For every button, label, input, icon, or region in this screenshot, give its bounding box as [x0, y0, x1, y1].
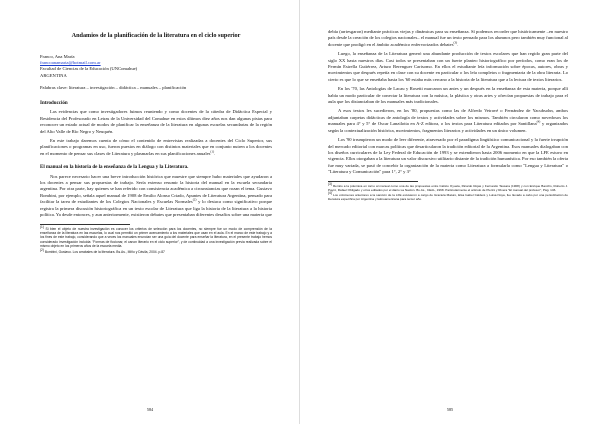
footnote-ref-1[interactable]: (1) [210, 149, 215, 154]
footnote-ref-3[interactable]: (3) [453, 40, 458, 45]
section-heading-manual: El manual en la historia de la enseñanza de la Lengua y la Literatura. [40, 165, 189, 171]
page-number-right: 585 [446, 407, 454, 412]
footnote-1-text: Si bien el objeto de nuestra investigación es conocer los criterios de selección para los docentes, no siempre fue un modo de comprensión de la enseñanza de la literatura en las escuelas, lo cual nos permitió un primer acercamiento a los materiales que usan en el aula. En el marco de este trabajo y a los fines de este trabajo, considerando que a veces los manuales enuncian ser una guía del docente para enseñar la literatura, en el presente trabajo hemos considerado investigación incluida: "Formas de ficcionar, el canon literario en el ciclo superior", y de continuidad a una investigación previa realizada sobre el mismo objeto en los primeros años de la escuela media. [40, 226, 273, 249]
footnote-ref-2[interactable]: (2) [192, 197, 197, 202]
author-name: Franco, Ana María [40, 54, 75, 59]
keywords: Palabras clave: literatura – investigación – didáctica – manuales – planificación [40, 84, 187, 90]
author-email-link[interactable]: francoanamaria@hotmail.com.ar [40, 60, 101, 66]
footnote-3-text: Remito a la polémica en torno al manual como una de las propuestas entre Calixto Oyuela, Ricardo Rojas y Fernando Tassara (1908) y con Enrique Banchs, Roberto J. Payró, Rafael Obligado y otros editados por el diario La Nación. Bs.As., CEAL, 1968. Particularmente el artículo de Pierini y Rivera "El manual del profesor", Pág. 146. [328, 183, 568, 192]
page-number-left: 584 [146, 407, 154, 412]
right-paragraph-4-text: A esos textos les sucedieron, en los '80, propuestas como las de Alfredo Veiravé o Fernández de Yacubsohn, ambos adjuntaban carpetas didácticas de antología de textos y actividades sobre los mismos. También circularon como novedosos los manuales para 4° y 5° de Oscar Lanzilotta en A-Z editora, o los textos para Literatura editados por Santillana [328, 108, 568, 127]
section-paragraph-1-end: y lo destaca como significativo porque registra la primera discusión historiográfica en un texto escolar de Literatura que liga la historia de la literatura a la historia política. Ya desde entonces, y aun anteriormente, existieron debates que presentaban diferentes desafíos sobre una materia que [40, 199, 272, 218]
footnote-4-marker: (4) [328, 190, 332, 195]
right-paragraph-4 [328, 108, 568, 134]
right-paragraph-1-text: debía (arriesgaron) mediante prácticas viejas y dinámicas para su enseñanza. Sí podemos recorder que históricamente –en nuestro país desde la creación de los colegios nacionales– el manual fue un texto pensado para los alumnos pero también muy funcional al docente que prodigó en el ámbito académico enfervorizados debates [328, 29, 568, 47]
footnote-4 [328, 190, 568, 202]
footnote-3-marker: (3) [328, 181, 332, 186]
footnote-3 [328, 181, 568, 192]
right-paragraph-1: debía (arriesgaron) mediante prácticas viejas y dinámicas para su enseñanza. Sí podemos recorder que históricamente –en nuestro país desde la creación de los colegios nacionales– el manual fue un texto pensado para los alumnos pero también muy funcional al docente que prodigó en el ámbito académico enfervorizados debates$^{(3)}$. [328, 29, 568, 47]
author-affiliation: Facultad de Ciencias de la Educación (UNComahue) [40, 66, 138, 72]
footnote-2 [40, 247, 272, 255]
intro-heading: Introducción [40, 101, 68, 107]
intro-paragraph-2-text: En este trabajo daremos cuenta de cómo el contenido de entrevistas realizadas a docentes del Ciclo Superior, sus planificaciones o programas en uso, fueron puestos en diálogo con distintos materiales que en conjunto nutren a los docentes en el momento de pensar sus clases de Literatura y plasmarlas en sus planificaciones anuales [40, 138, 272, 156]
right-paragraph-4-end: y organizados según la contextualización histórica, movimientos, fragmentos literarios y actividades en un único volumen. [328, 121, 568, 133]
right-page [300, 0, 600, 424]
right-paragraph-2: Luego, la enseñanza de la Literatura generó una abundante producción de textos escolares que han regido gran parte del siglo XX hasta nuestros días. Casi todos se presentaban con un fuerte planteo historiográfico por períodos, como eran los de Fermín Estrella Gutiérrez, Arturo Berenguer Carisomo. En ellos el estudiante leía información sobre épocas, autores, obras y movimientos que después repetía en clase con su docente en particular o los leía completos o fragmentaria de la obra literaria. Lo cierto es que lo que se enseñaba hasta los '60 estaba más cercano a la historia de la literatura que a la lectura de textos literarios. [328, 51, 568, 82]
footnote-rule [40, 224, 130, 225]
footnote-ref-4[interactable]: (4) [536, 119, 541, 124]
section-paragraph-1-text: Nos parece necesario hacer una breve introducción histórica que muestre que siempre hubo materiales que ayudaron a los docentes a pensar sus propuestas de trabajo. Sería extenso resumir la historia del manual en la escuela secundaria argentina. Por otra parte, hay quienes se han referido con consistencia académica a circunstancias que rozan el tema. Gustavo Bombini, por ejemplo, señala aquel manual de 1908 de Emilio Alonso Criado, Apuntes de Literatura Argentina, pensado para facilitar la tarea de estudiantes de los Colegios Nacionales y Escuelas Normales [40, 173, 272, 205]
intro-paragraph-2: En este trabajo daremos cuenta de cómo el contenido de entrevistas realizadas a docentes del Ciclo Superior, sus planificaciones o programas en uso, fueron puestos en diálogo con distintos materiales que en conjunto nutren a los docentes en el momento de pensar sus clases de Literatura y plasmarlas en sus planificaciones anuales$^{(1)}$. [40, 138, 272, 156]
left-page-column [40, 32, 272, 255]
right-page-column [328, 29, 568, 202]
footnote-1-marker: (1) [40, 224, 44, 229]
footnote-2-marker: (2) [40, 247, 44, 252]
author-country: ARGENTINA [40, 72, 67, 78]
footnote-rule-right [328, 181, 418, 182]
footnote-4-text: Los volúmenes anteriores a la sanción de la LFE estuvieron a cargo de Graciela Maturo, Elsa Isabel Calderé y Luisa Noya, fue llevado a cabo por una periodización de literatura específica por Argentina y latinoamericana para tercer año. [328, 193, 568, 202]
footnote-1 [40, 224, 273, 249]
right-paragraph-3: En los '70, las Antologías de Lacau y Rosetti marcaron un antes y un después en la enseñanza de esta materia, porque allí había un modo particular de conectar la literatura con la música, la plástica y otras artes y ofrecían propuestas de trabajo para el aula que los distanciaban de los manuales más tradicionales. [328, 86, 568, 105]
footnote-2-text: Bombini, Gustavo. Los arrabales de la literatura. Bs.As., Miño y Dávila, 2004. p.87 [44, 249, 165, 254]
right-paragraph-5: Los '90 irrumpieron un modo de leer diferente, atravesado por el paradigma lingüístico comunicacional y la fuerte irrupción del mercado editorial con marcas políticas que desarticularon la tradición editorial de la Argentina. Esos manuales dialogaban con los diseños curriculares de la Ley Federal de Educación de 1993 y se extendieron hasta 2006 momento en que la LFE estuvo en vigencia. Ellos otorgaban a la literatura un valor discursivo utilitario distante de la tradición humanística. Por eso también la oferta fue muy variada, se pasó de concebir la organización de la materia como Literatura a formularla como "Lengua y Literatura" o "Literatura y Comunicación" para 1°, 2° y 3° [328, 137, 568, 175]
paper-title: Andamios de la planificación de la literatura en el ciclo superior [71, 32, 241, 39]
intro-paragraph-1: Las evidencias que como investigadores fuimos reuniendo y como docentes de la cátedra de Didáctica Especial y Residencia del Profesorado en Letras de la Universidad del Comahue en estos últimos diez años nos dan algunas pistas para reconocer un estado actual de modos de planificar la enseñanza de la literatura en algunas escuelas secundarias de la región del Alto Valle de Río Negro y Neuquén. [40, 109, 272, 134]
section-paragraph-1 [40, 174, 272, 219]
